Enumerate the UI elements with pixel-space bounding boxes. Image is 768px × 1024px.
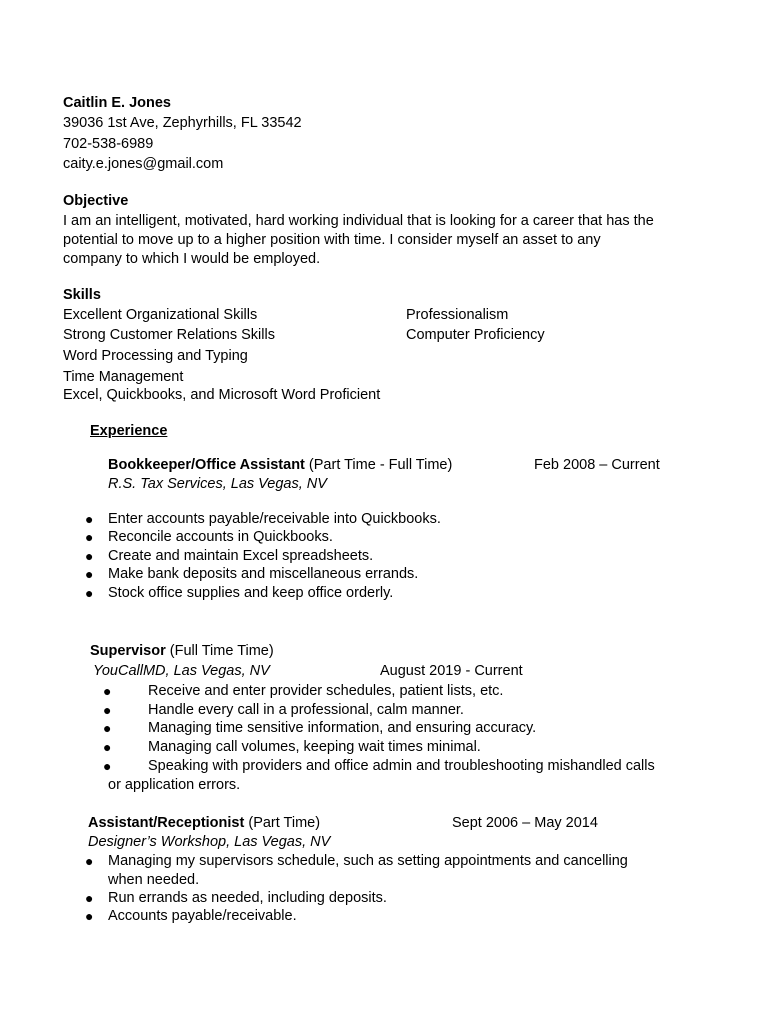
bullet-icon: ● bbox=[85, 511, 94, 527]
contact-email: caity.e.jones@gmail.com bbox=[63, 156, 224, 172]
job-bullet: Managing time sensitive information, and ensuring accuracy. bbox=[148, 720, 537, 736]
job-company: R.S. Tax Services, Las Vegas, NV bbox=[108, 476, 327, 492]
skill-item: Word Processing and Typing bbox=[63, 348, 248, 364]
job-company: Designer’s Workshop, Las Vegas, NV bbox=[88, 834, 331, 850]
job-header bbox=[88, 814, 320, 833]
bullet-icon: ● bbox=[85, 585, 94, 601]
objective-line: I am an intelligent, motivated, hard working individual that is looking for a career that has the bbox=[63, 213, 654, 229]
job-type: (Part Time - Full Time) bbox=[308, 457, 453, 473]
bullet-icon: ● bbox=[103, 702, 112, 718]
skills-heading: Skills bbox=[63, 287, 101, 303]
skill-item: Computer Proficiency bbox=[406, 327, 545, 343]
resume-name: Caitlin E. Jones bbox=[63, 95, 171, 111]
job-title: Assistant/Receptionist bbox=[88, 815, 245, 831]
job-bullet: Reconcile accounts in Quickbooks. bbox=[108, 529, 333, 545]
experience-heading: Experience bbox=[90, 423, 168, 439]
job-title: Supervisor bbox=[90, 643, 166, 659]
bullet-icon: ● bbox=[103, 758, 112, 774]
job-bullet: Speaking with providers and office admin and troubleshooting mishandled calls bbox=[148, 758, 655, 774]
objective-line: company to which I would be employed. bbox=[63, 251, 321, 267]
contact-address: 39036 1st Ave, Zephyrhills, FL 33542 bbox=[63, 115, 302, 131]
job-bullet: Stock office supplies and keep office orderly. bbox=[108, 585, 394, 601]
job-bullet: Handle every call in a professional, calm manner. bbox=[148, 702, 464, 718]
skill-item: Time Management bbox=[63, 369, 184, 385]
bullet-icon: ● bbox=[85, 890, 94, 906]
job-bullet: Enter accounts payable/receivable into Quickbooks. bbox=[108, 511, 441, 527]
job-bullet-continuation: when needed. bbox=[108, 872, 200, 888]
job-dates: Sept 2006 – May 2014 bbox=[452, 815, 598, 831]
bullet-icon: ● bbox=[85, 908, 94, 924]
job-type: (Full Time Time) bbox=[169, 643, 274, 659]
job-bullet: Receive and enter provider schedules, patient lists, etc. bbox=[148, 683, 504, 699]
contact-phone: 702-538-6989 bbox=[63, 136, 154, 152]
job-bullet: Create and maintain Excel spreadsheets. bbox=[108, 548, 374, 564]
bullet-icon: ● bbox=[85, 566, 94, 582]
bullet-icon: ● bbox=[103, 720, 112, 736]
bullet-icon: ● bbox=[85, 853, 94, 869]
job-type: (Part Time) bbox=[248, 815, 321, 831]
job-bullet: Managing my supervisors schedule, such as setting appointments and cancelling bbox=[108, 853, 628, 869]
skill-item: Excellent Organizational Skills bbox=[63, 307, 258, 323]
skill-item: Strong Customer Relations Skills bbox=[63, 327, 275, 343]
objective-heading: Objective bbox=[63, 193, 129, 209]
job-bullet: Run errands as needed, including deposits. bbox=[108, 890, 387, 906]
bullet-icon: ● bbox=[103, 683, 112, 699]
skill-item: Professionalism bbox=[406, 307, 509, 323]
job-bullet: Make bank deposits and miscellaneous errands. bbox=[108, 566, 419, 582]
bullet-icon: ● bbox=[85, 529, 94, 545]
job-header bbox=[108, 456, 452, 475]
job-bullet: Managing call volumes, keeping wait times minimal. bbox=[148, 739, 481, 755]
job-dates: Feb 2008 – Current bbox=[534, 457, 660, 473]
job-title: Bookkeeper/Office Assistant bbox=[108, 457, 305, 473]
job-bullet-continuation: or application errors. bbox=[108, 777, 241, 793]
skill-item: Excel, Quickbooks, and Microsoft Word Proficient bbox=[63, 387, 381, 403]
job-company: YouCallMD, Las Vegas, NV bbox=[93, 663, 270, 679]
job-bullet: Accounts payable/receivable. bbox=[108, 908, 297, 924]
job-header bbox=[90, 642, 274, 661]
objective-line: potential to move up to a higher position with time. I consider myself an asset to any bbox=[63, 232, 601, 248]
job-dates: August 2019 - Current bbox=[380, 663, 523, 679]
bullet-icon: ● bbox=[103, 739, 112, 755]
bullet-icon: ● bbox=[85, 548, 94, 564]
